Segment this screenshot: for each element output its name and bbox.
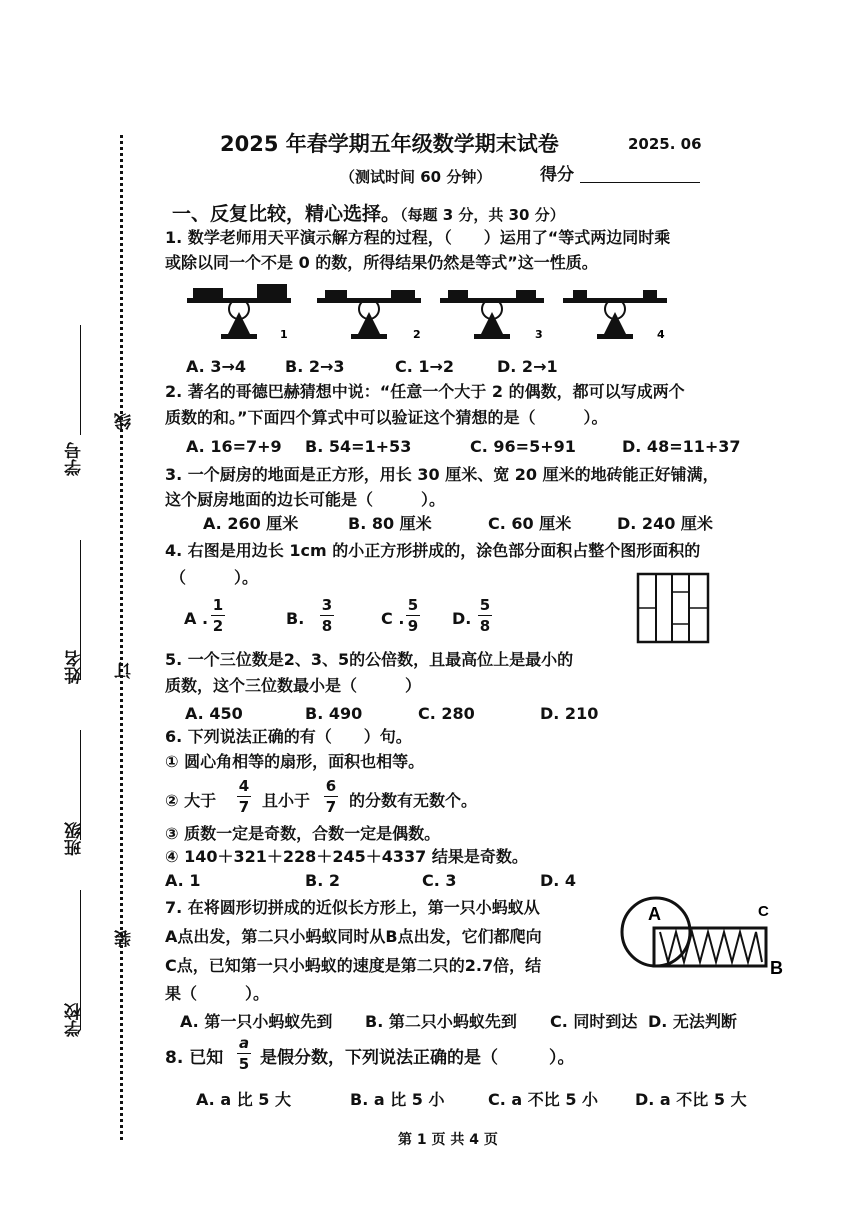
q6-statement-2-post: 的分数有无数个。 (349, 791, 478, 810)
q6-statement-2-mid: 且小于 (262, 791, 311, 810)
q2-option-c: C. 96=5+91 (470, 437, 576, 456)
q6-option-d: D. 4 (540, 871, 577, 890)
q8-option-a: A. a 比 5 大 (196, 1090, 291, 1109)
balance-scale-4 (563, 290, 667, 339)
fraction-numerator: 4 (238, 777, 250, 795)
xuehao-blank (80, 325, 81, 435)
q1-option-c: C. 1→2 (395, 357, 455, 376)
q7-line2: A点出发，第二只小蚂蚁同时从B点出发，它们都爬向 (165, 927, 542, 946)
q3-option-c: C. 60 厘米 (488, 514, 572, 533)
time-note: （测试时间 60 分钟） (340, 168, 492, 186)
binding-dotted-line (120, 135, 123, 1140)
exam-title: 2025 年春学期五年级数学期末试卷 (220, 132, 559, 156)
q4-option-a-label: A . (184, 609, 209, 628)
fraction-numerator: 3 (321, 596, 333, 614)
q6-fraction-6-7 (324, 778, 338, 815)
fraction-denominator: 9 (407, 617, 419, 635)
binding-label-xian: 线 (115, 413, 135, 430)
q4-line2: （ ）。 (170, 568, 259, 587)
binding-label-zhuang: 装 (115, 930, 135, 947)
fraction-denominator: 5 (238, 1055, 250, 1073)
q4-option-a-fraction (211, 597, 225, 634)
q6-option-c: C. 3 (422, 871, 457, 890)
q6-option-b: B. 2 (305, 871, 340, 890)
fraction-denominator: 8 (479, 617, 491, 635)
score-label: 得分 (540, 165, 574, 185)
q7-line1: 7. 在将圆形切拼成的近似长方形上，第一只小蚂蚁从 (165, 898, 540, 917)
binding-label-ding: 订 (115, 662, 135, 679)
q4-option-d-fraction (478, 597, 492, 634)
q8-option-c: C. a 不比 5 小 (488, 1090, 599, 1109)
q3-option-a: A. 260 厘米 (203, 514, 299, 533)
q1-option-d: D. 2→1 (497, 357, 558, 376)
q6-option-a: A. 1 (165, 871, 201, 890)
q6-statement-1: ① 圆心角相等的扇形，面积也相等。 (165, 752, 425, 771)
xuexiao-label: 学校 (65, 1003, 85, 1037)
section-note: （每题 3 分，共 30 分） (400, 206, 565, 224)
q3-line2: 这个厨房地面的边长可能是（ ）。 (165, 490, 446, 509)
q5-option-d: D. 210 (540, 704, 599, 723)
xingming-label: 姓名 (65, 650, 85, 684)
banji-label: 班级 (65, 822, 85, 856)
q6-fraction-4-7 (237, 778, 251, 815)
q5-option-c: C. 280 (418, 704, 475, 723)
point-a-label: A (648, 904, 661, 924)
q7-option-a: A. 第一只小蚂蚁先到 (180, 1012, 333, 1031)
score-blank[interactable] (580, 182, 700, 183)
balance-scales-figure (185, 278, 675, 346)
balance-scale-2 (317, 290, 421, 339)
q4-option-d-label: D. (452, 609, 472, 628)
page-number: 第 1 页 共 4 页 (398, 1132, 498, 1148)
q5-line1: 5. 一个三位数是2、3、5的公倍数，且最高位上是最小的 (165, 650, 574, 669)
q7-option-d: D. 无法判断 (648, 1012, 737, 1031)
q4-option-b-label: B. (286, 609, 305, 628)
q6-statement-3: ③ 质数一定是奇数，合数一定是偶数。 (165, 824, 441, 843)
q8-fraction (237, 1035, 251, 1072)
fraction-numerator: 5 (407, 596, 419, 614)
section-heading (172, 202, 565, 227)
section-title: 一、反复比较，精心选择。 (172, 203, 401, 225)
fraction-denominator: 7 (238, 798, 250, 816)
fraction-denominator: 8 (321, 617, 333, 635)
q1-option-b: B. 2→3 (285, 357, 345, 376)
scale-label-2: 2 (413, 328, 421, 341)
q2-line2: 质数的和。”下面四个算式中可以验证这个猜想的是（ ）。 (165, 408, 608, 427)
q5-option-a: A. 450 (185, 704, 243, 723)
exam-date: 2025. 06 (628, 135, 702, 153)
fraction-numerator: a (238, 1034, 250, 1052)
q5-line2: 质数，这个三位数最小是（ ） (165, 676, 422, 695)
point-b-label: B (770, 958, 783, 978)
q2-option-a: A. 16=7+9 (186, 437, 282, 456)
q2-line1: 2. 著名的哥德巴赫猜想中说：“任意一个大于 2 的偶数，都可以写成两个 (165, 382, 685, 401)
scale-label-4: 4 (657, 328, 665, 341)
q7-line3: C点，已知第一只小蚂蚁的速度是第二只的2.7倍，结 (165, 956, 542, 975)
scale-label-1: 1 (280, 328, 288, 341)
scale-label-3: 3 (535, 328, 543, 341)
q3-option-d: D. 240 厘米 (617, 514, 713, 533)
q2-option-d: D. 48=11+37 (622, 437, 741, 456)
fraction-numerator: 6 (325, 777, 337, 795)
q3-line1: 3. 一个厨房的地面是正方形，用长 30 厘米、宽 20 厘米的地砖能正好铺满， (165, 465, 719, 484)
q6-statement-2-pre: ② 大于 (165, 791, 217, 810)
q7-option-b: B. 第二只小蚂蚁先到 (365, 1012, 517, 1031)
q7-option-c: C. 同时到达 (550, 1012, 638, 1031)
q4-option-b-fraction (320, 597, 334, 634)
q8-pre: 8. 已知 (165, 1048, 224, 1068)
q7-line4: 果（ ）。 (165, 984, 270, 1003)
fraction-denominator: 7 (325, 798, 337, 816)
balance-scale-3 (440, 290, 544, 339)
q4-option-c-fraction (406, 597, 420, 634)
balance-scale-1 (187, 284, 291, 339)
q1-option-a: A. 3→4 (186, 357, 246, 376)
ant-route-figure (620, 888, 795, 980)
q6-statement-4: ④ 140＋321＋228＋245＋4337 结果是奇数。 (165, 847, 528, 866)
q8-option-d: D. a 不比 5 大 (635, 1090, 747, 1109)
shaded-squares-figure (636, 572, 710, 644)
q1-line2: 或除以同一个不是 0 的数，所得结果仍然是等式”这一性质。 (165, 253, 598, 272)
q6-line1: 6. 下列说法正确的有（ ）句。 (165, 727, 412, 746)
point-c-label: C (758, 903, 769, 920)
q4-option-c-label: C . (381, 609, 405, 628)
fraction-denominator: 2 (212, 617, 224, 635)
q1-line1: 1. 数学老师用天平演示解方程的过程，（ ）运用了“等式两边同时乘 (165, 228, 671, 247)
q8-post: 是假分数，下列说法正确的是（ ）。 (260, 1048, 575, 1068)
xuehao-label: 学号 (65, 442, 85, 476)
q4-line1: 4. 右图是用边长 1cm 的小正方形拼成的，涂色部分面积占整个图形面积的 (165, 541, 701, 560)
q8-option-b: B. a 比 5 小 (350, 1090, 445, 1109)
q3-option-b: B. 80 厘米 (348, 514, 432, 533)
q2-option-b: B. 54=1+53 (305, 437, 412, 456)
fraction-numerator: 5 (479, 596, 491, 614)
fraction-numerator: 1 (212, 596, 224, 614)
q5-option-b: B. 490 (305, 704, 363, 723)
